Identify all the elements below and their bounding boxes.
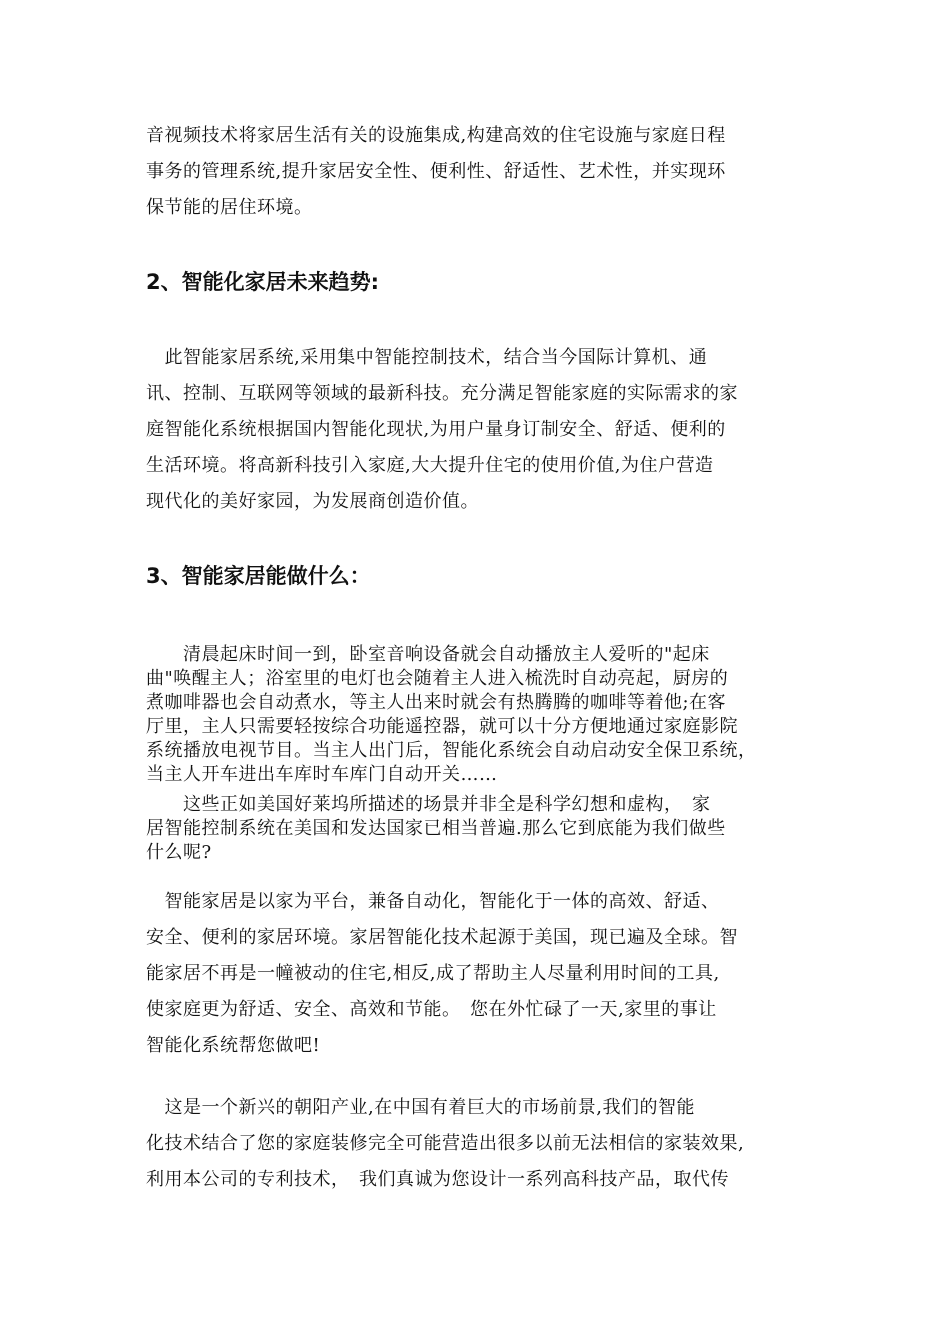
section-3-para3-line-3: 利用本公司的专利技术， 我们真诚为您设计一系列高科技产品，取代传 — [146, 1169, 729, 1190]
section-2-heading: 2、智能化家居未来趋势: — [146, 270, 380, 294]
section-3-para3-line-2: 化技术结合了您的家庭装修完全可能营造出很多以前无法相信的家装效果, — [146, 1133, 745, 1154]
section-3-para2-line-5: 智能化系统帮您做吧! — [146, 1035, 321, 1056]
section-3-para1-line-8: 居智能控制系统在美国和发达国家已相当普遍.那么它到底能为我们做些 — [146, 818, 726, 839]
section-3-para1-line-1: 清晨起床时间一到，卧室音响设备就会自动播放主人爱听的"起床 — [146, 644, 710, 665]
intro-line-2: 事务的管理系统,提升家居安全性、便利性、舒适性、艺术性，并实现环 — [146, 161, 726, 182]
section-3-para1-line-5: 系统播放电视节目。当主人出门后，智能化系统会自动启动安全保卫系统， — [146, 740, 757, 761]
section-3-para2-line-4: 使家庭更为舒适、安全、高效和节能。 您在外忙碌了一天,家里的事让 — [146, 999, 717, 1020]
section-2-line-1: 此智能家居系统,采用集中智能控制技术，结合当今国际计算机、通 — [146, 347, 708, 368]
section-3-para1-line-7: 这些正如美国好莱坞所描述的场景并非全是科学幻想和虚构， 家 — [146, 794, 711, 815]
section-3-para1-line-3: 煮咖啡器也会自动煮水，等主人出来时就会有热腾腾的咖啡等着他;在客 — [146, 692, 727, 713]
section-3-para1-line-6: 当主人开车进出车库时车库门自动开关…… — [146, 764, 498, 785]
section-3-para2-line-2: 安全、便利的家居环境。家居智能化技术起源于美国，现已遍及全球。智 — [146, 927, 738, 948]
section-3-para1-line-9: 什么呢? — [146, 842, 212, 863]
intro-line-3: 保节能的居住环境。 — [146, 197, 313, 218]
section-2-line-4: 生活环境。将高新科技引入家庭,大大提升住宅的使用价值,为住户营造 — [146, 455, 714, 476]
section-2-line-5: 现代化的美好家园，为发展商创造价值。 — [146, 491, 479, 512]
section-3-para1-line-4: 厅里，主人只需要轻按综合功能遥控器，就可以十分方便地通过家庭影院 — [146, 716, 738, 737]
section-3-heading: 3、智能家居能做什么： — [146, 564, 371, 588]
section-2-line-3: 庭智能化系统根据国内智能化现状,为用户量身订制安全、舒适、便利的 — [146, 419, 726, 440]
section-3-para2-line-1: 智能家居是以家为平台，兼备自动化，智能化于一体的高效、舒适、 — [146, 891, 720, 912]
intro-line-1: 音视频技术将家居生活有关的设施集成,构建高效的住宅设施与家庭日程 — [146, 125, 726, 146]
section-3-para3-line-1: 这是一个新兴的朝阳产业,在中国有着巨大的市场前景,我们的智能 — [146, 1097, 695, 1118]
section-3-para2-line-3: 能家居不再是一幢被动的住宅,相反,成了帮助主人尽量利用时间的工具, — [146, 963, 720, 984]
section-3-para1-line-2: 曲"唤醒主人；浴室里的电灯也会随着主人进入梳洗时自动亮起，厨房的 — [146, 668, 729, 689]
section-2-line-2: 讯、控制、互联网等领域的最新科技。充分满足智能家庭的实际需求的家 — [146, 383, 738, 404]
